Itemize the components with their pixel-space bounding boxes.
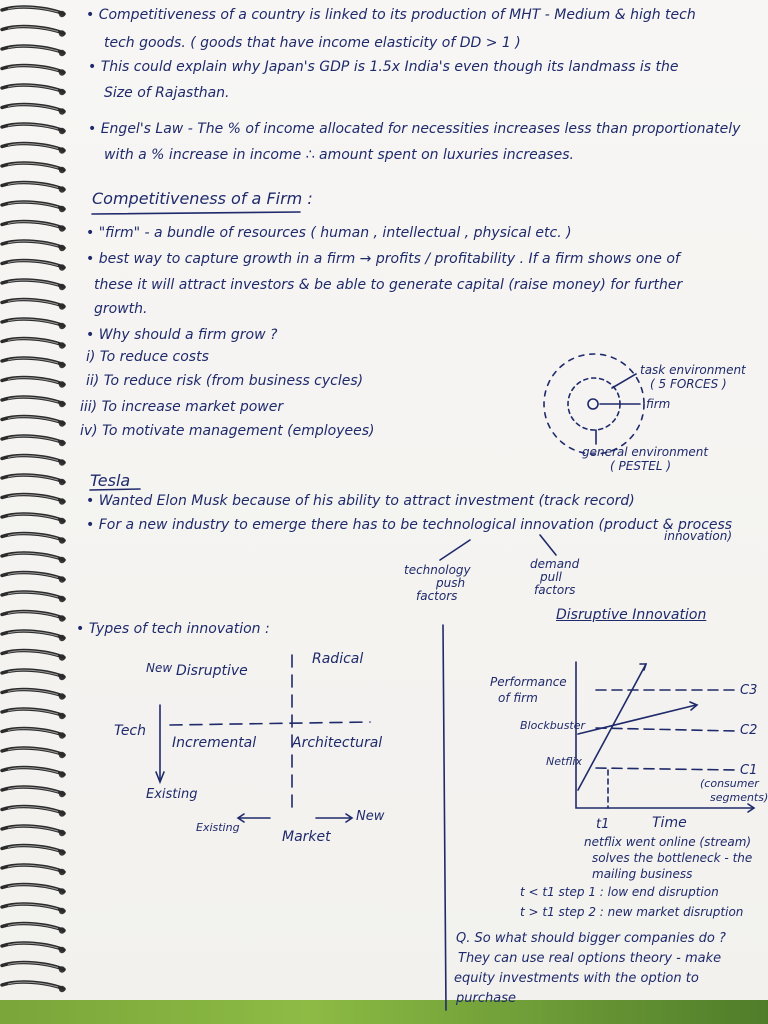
spiral-coil (2, 982, 65, 992)
spiral-coil (2, 475, 65, 485)
blockbuster-curve (578, 705, 696, 734)
spiral-coil (2, 222, 65, 232)
axis-label-tech: Tech (114, 723, 147, 739)
page-divider (443, 625, 446, 1010)
spiral-coil (2, 943, 65, 953)
types-heading: • Types of tech innovation : (76, 621, 270, 637)
spiral-coil (2, 417, 65, 427)
tech-arrowhead (156, 772, 164, 782)
reason-item: ii) To reduce risk (from business cycles) (86, 373, 364, 389)
spiral-coil (2, 826, 65, 836)
note-line: • For a new industry to emerge there has to be technological innovation (product & process (86, 517, 733, 533)
spiral-coil (2, 592, 65, 602)
firm-circle (588, 399, 598, 409)
answer-line: equity investments with the option to (454, 971, 699, 986)
task-environment-label: task environment (640, 363, 746, 377)
note-line: with a % increase in income ∴ amount spent on luxuries increases. (104, 147, 574, 163)
section-heading: Competitiveness of a Firm : (92, 189, 313, 208)
netflix-label: Netflix (546, 755, 582, 768)
spiral-coil (2, 729, 65, 739)
firm-label: firm (646, 397, 671, 411)
reason-item: iv) To motivate management (employees) (80, 423, 375, 439)
time-label: Time (652, 815, 687, 831)
spiral-coil (2, 690, 65, 700)
note-line: • Engel's Law - The % of income allocated for necessities increases less than proportionately (88, 121, 741, 137)
spiral-coil (2, 456, 65, 466)
spiral-coil (2, 124, 65, 134)
spiral-coil (2, 553, 65, 563)
spiral-coil (2, 358, 65, 368)
axis-label-new-market: New (356, 809, 385, 824)
spiral-coil (2, 865, 65, 875)
spiral-coil (2, 787, 65, 797)
task-pointer (612, 374, 636, 388)
note-line: growth. (94, 301, 148, 317)
quadrant-horizontal (170, 722, 370, 725)
spiral-coil (2, 105, 65, 115)
answer-line: They can use real options theory - make (458, 951, 722, 966)
graph-ylabel: of firm (498, 691, 538, 705)
note-line: netflix went online (stream) (584, 835, 752, 849)
quadrant-radical: Radical (312, 651, 364, 667)
spiral-coil (2, 768, 65, 778)
background-foliage (0, 1000, 768, 1024)
spiral-coil (2, 612, 65, 622)
note-line: these it will attract investors & be able to generate capital (raise money) for further (94, 277, 683, 293)
spiral-coil (2, 85, 65, 95)
axis-label-existing-market: Existing (196, 821, 240, 834)
spiral-coil (2, 241, 65, 251)
c2-line (596, 728, 736, 731)
reason-item: iii) To increase market power (80, 399, 284, 415)
push-arrow (440, 540, 470, 560)
spiral-coil (2, 631, 65, 641)
spiral-coil (2, 319, 65, 329)
general-environment-label: general environment (582, 445, 709, 459)
spiral-coil (2, 514, 65, 524)
task-environment-circle (568, 378, 620, 430)
spiral-coil (2, 885, 65, 895)
spiral-coil (2, 534, 65, 544)
pull-label: factors (534, 583, 576, 597)
general-environment-sub: ( PESTEL ) (610, 459, 672, 473)
quadrant-architectural: Architectural (292, 735, 383, 751)
spiral-coil (2, 280, 65, 290)
spiral-coil (2, 807, 65, 817)
quadrant-incremental: Incremental (172, 735, 257, 751)
disruptive-heading: Disruptive Innovation (556, 607, 707, 623)
spiral-coil (2, 27, 65, 37)
push-label: factors (416, 589, 458, 603)
note-line: • Why should a firm grow ? (86, 327, 278, 343)
netflix-arrowhead (640, 664, 646, 670)
step-line: t > t1 step 2 : new market disruption (520, 905, 744, 919)
pull-label: demand (530, 557, 580, 571)
spiral-coil (2, 495, 65, 505)
spiral-coil (2, 397, 65, 407)
spiral-coil (2, 748, 65, 758)
spiral-coil (2, 144, 65, 154)
spiral-coil (2, 183, 65, 193)
market-arrowhead-right (346, 814, 352, 822)
spiral-coil (2, 378, 65, 388)
spiral-coil (2, 904, 65, 914)
note-line: tech goods. ( goods that have income elasticity of DD > 1 ) (104, 35, 521, 51)
spiral-coil (2, 7, 65, 17)
answer-line: purchase (456, 991, 516, 1006)
t1-label: t1 (596, 817, 610, 832)
spiral-coil (2, 436, 65, 446)
heading-underline (92, 212, 300, 214)
spiral-coil (2, 300, 65, 310)
note-line: • This could explain why Japan's GDP is 1.5x India's even though its landmass is the (88, 59, 679, 75)
note-line: mailing business (592, 867, 693, 881)
spiral-coil (2, 651, 65, 661)
c2-label: C2 (740, 723, 758, 738)
spiral-coil (2, 846, 65, 856)
graph-ylabel: Performance (490, 675, 567, 689)
spiral-coil (2, 202, 65, 212)
c3-label: C3 (740, 683, 758, 698)
spiral-coil (2, 924, 65, 934)
quadrant-disruptive: Disruptive (176, 663, 248, 679)
spiral-coil (2, 670, 65, 680)
spiral-coil (2, 261, 65, 271)
note-line: solves the bottleneck - the (592, 851, 753, 865)
axis-label-new: New (146, 661, 173, 675)
step-line: t < t1 step 1 : low end disruption (520, 885, 719, 899)
c1-label: C1 (740, 763, 758, 778)
note-line: innovation) (664, 529, 733, 543)
spiral-coil (2, 573, 65, 583)
pull-label: pull (540, 570, 562, 584)
spiral-coil (2, 339, 65, 349)
c1-line (596, 768, 736, 770)
blockbuster-arrowhead (690, 702, 697, 710)
tesla-heading: Tesla (90, 471, 131, 490)
axis-label-market: Market (282, 829, 331, 845)
spiral-coil (2, 963, 65, 973)
netflix-curve (578, 664, 646, 790)
time-arrowhead (748, 804, 754, 812)
axis-label-existing: Existing (146, 787, 198, 802)
task-environment-sub: ( 5 FORCES ) (650, 377, 727, 391)
note-line: • best way to capture growth in a firm → profits / profitability . If a firm shows one of (86, 251, 680, 267)
blockbuster-label: Blockbuster (520, 719, 586, 732)
note-line: • Wanted Elon Musk because of his ability to attract investment (track record) (86, 493, 635, 509)
pull-arrow (540, 535, 556, 555)
spiral-coil (2, 163, 65, 173)
note-line: • Competitiveness of a country is linked to its production of MHT - Medium & high tech (86, 7, 696, 23)
spiral-coil (2, 66, 65, 76)
reason-item: i) To reduce costs (86, 349, 209, 365)
consumer-segments-label: segments) (710, 791, 768, 804)
note-line: • "firm" - a bundle of resources ( human , intellectual , physical etc. ) (86, 225, 572, 241)
push-label: technology (404, 563, 471, 577)
question-line: Q. So what should bigger companies do ? (456, 931, 726, 946)
spiral-binding (0, 0, 80, 1024)
push-label: push (436, 576, 466, 590)
spiral-coil (2, 709, 65, 719)
consumer-segments-label: (consumer (700, 777, 759, 790)
spiral-coil (2, 46, 65, 56)
general-environment-circle (544, 354, 644, 454)
note-line: Size of Rajasthan. (104, 85, 230, 101)
